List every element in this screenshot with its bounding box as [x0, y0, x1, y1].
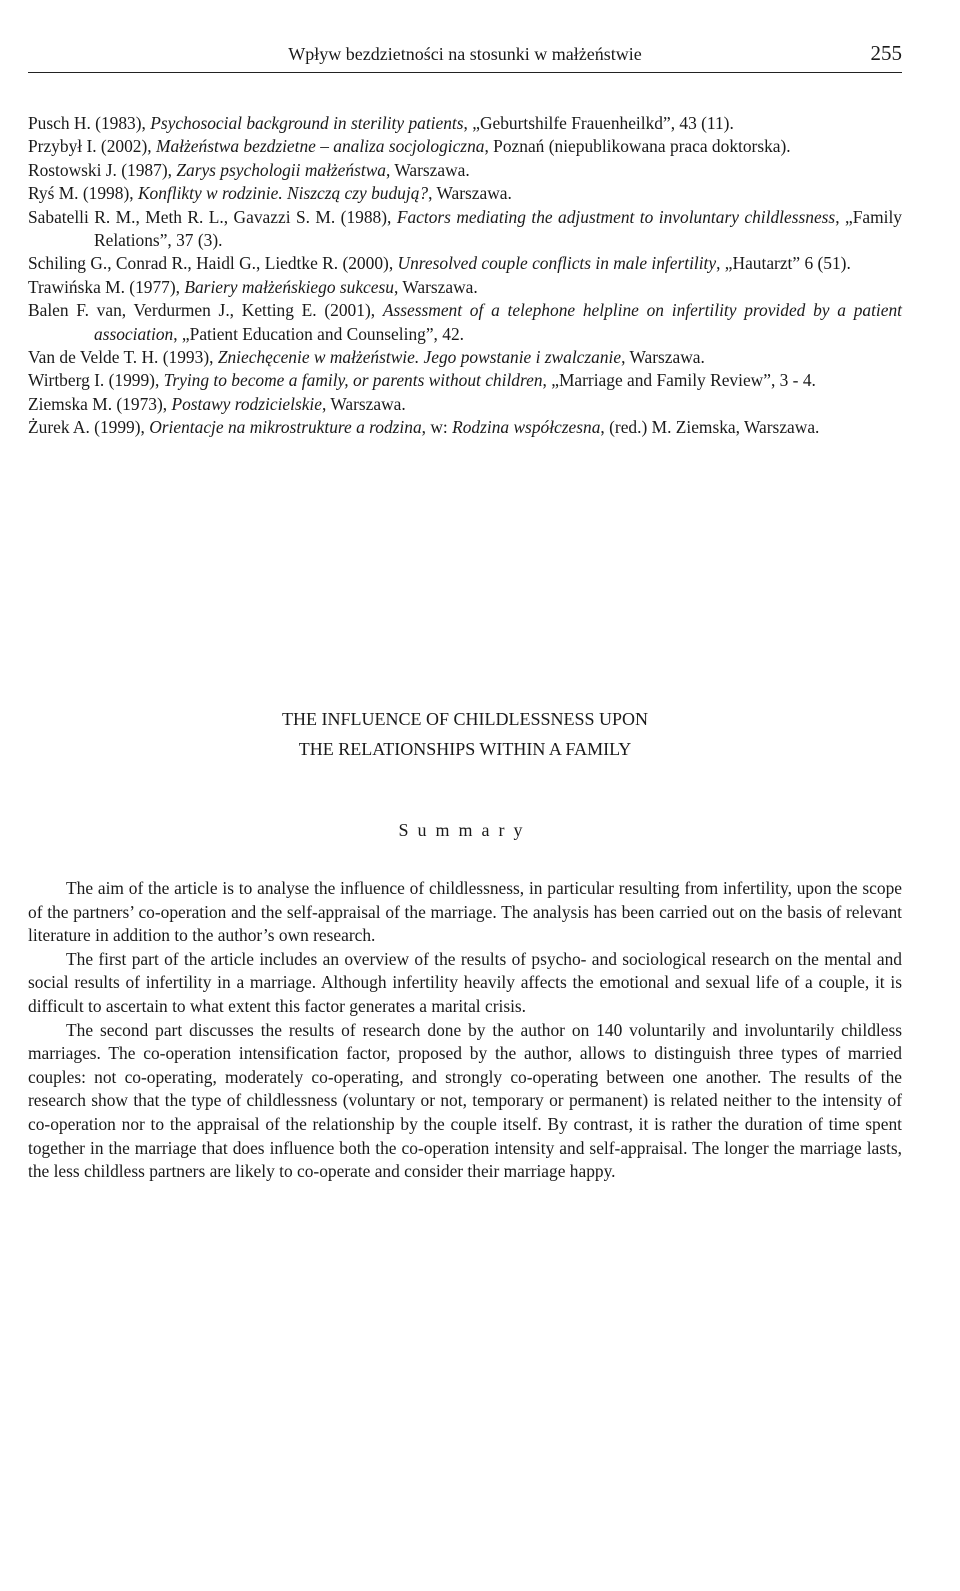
- running-header: [28, 40, 902, 73]
- page-number: 255: [870, 41, 902, 65]
- reference-item: Przybył I. (2002), Małżeństwa bezdzietne – analiza socjologiczna, Poznań (niepublikowana praca doktorska).: [28, 136, 791, 157]
- reference-item: Rostowski J. (1987), Zarys psychologii małżeństwa, Warszawa.: [28, 159, 470, 180]
- reference-item: Schiling G., Conrad R., Haidl G., Liedtke R. (2000), Unresolved couple conflicts in male infertility, „Hautarzt” 6 (51).: [28, 253, 851, 274]
- reference-item: Ryś M. (1998), Konflikty w rodzinie. Niszczą czy budują?, Warszawa.: [28, 183, 512, 204]
- reference-item: Van de Velde T. H. (1993), Zniechęcenie w małżeństwie. Jego powstanie i zwalczanie, Warszawa.: [28, 347, 705, 368]
- reference-item: Wirtberg I. (1999), Trying to become a family, or parents without children, „Marriage and Family Review”, 3 - 4.: [28, 370, 816, 391]
- reference-item: Ziemska M. (1973), Postawy rodzicielskie, Warszawa.: [28, 393, 406, 414]
- reference-item: Żurek A. (1999), Orientacje na mikrostrukture a rodzina, w: Rodzina współczesna, (red.) M. Ziemska, Warszawa.: [28, 417, 820, 438]
- summary-title: [28, 704, 902, 764]
- reference-item: Sabatelli R. M., Meth R. L., Gavazzi S. M. (1988), Factors mediating the adjustment to involuntary childlessness, „Family Relations”, 37 (3).: [28, 206, 902, 251]
- summary-paragraph: The aim of the article is to analyse the influence of childlessness, in particular resulting from infertility, upon the scope of the partners’ co-operation and the self-appraisal of the marriage. The analysis has been carried out on the basis of relevant literature in addition to the author’s own research.: [28, 878, 902, 946]
- reference-item: Balen F. van, Verdurmen J., Ketting E. (2001), Assessment of a telephone helpline on infertility provided by a patient association, „Patient Education and Counseling”, 42.: [28, 300, 903, 344]
- summary-heading: Summary: [398, 820, 532, 840]
- reference-item: Trawińska M. (1977), Bariery małżeńskiego sukcesu, Warszawa.: [28, 276, 478, 297]
- reference-item: Pusch H. (1983), Psychosocial background in sterility patients, „Geburtshilfe Frauenheilkd”, 43 (11).: [28, 113, 734, 133]
- summary-paragraph: The first part of the article includes an overview of the results of psycho- and sociological research on the mental and social results of infertility in a marriage. Although infertility heavily affects the emotional and sexual life of a couple, it is difficult to ascertain to what extent this factor generates a marital crisis.: [28, 948, 902, 1016]
- summary-title-line: THE INFLUENCE OF CHILDLESSNESS UPON: [281, 709, 649, 729]
- summary-paragraph: The second part discusses the results of research done by the author on 140 voluntarily and involuntarily childless marriages. The co-operation intensification factor, proposed by the author, allows to distinguish three types of married couples: not co-operating, moderately co-operating, and strongly co-operating between one another. The results of the research show that the type of childlessness (voluntary or not, temporary or permanent) is related neither to the intensity of co-operation nor to the appraisal of the relationship by the couple itself. By contrast, it is rather the duration of time spent together in the marriage that does influence both the co-operation intensity and self-appraisal. The longer the marriage lasts, the less childless partners are likely to co-operate and consider their marriage happy.: [28, 1019, 902, 1182]
- summary-body: [28, 877, 902, 1184]
- running-title: Wpływ bezdzietności na stosunki w małżeństwie: [288, 44, 642, 64]
- reference-list: [28, 112, 902, 440]
- summary-title-line: THE RELATIONSHIPS WITHIN A FAMILY: [298, 739, 632, 759]
